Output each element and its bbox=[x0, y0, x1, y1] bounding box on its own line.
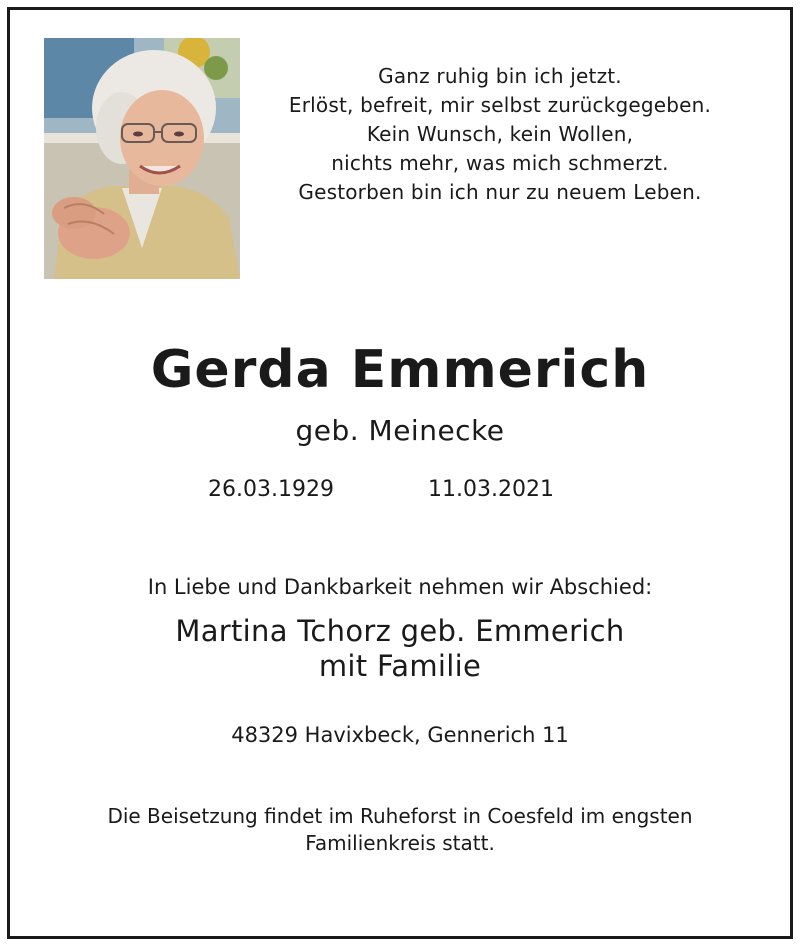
burial-note-line: Familienkreis statt. bbox=[305, 831, 495, 855]
poem-line: nichts mehr, was mich schmerzt. bbox=[331, 151, 669, 175]
burial-note bbox=[0, 803, 800, 857]
poem-line: Erlöst, befreit, mir selbst zurückgegeben. bbox=[288, 93, 712, 117]
poem-line: Kein Wunsch, kein Wollen, bbox=[366, 122, 634, 146]
portrait-illustration bbox=[44, 38, 240, 279]
poem bbox=[245, 62, 755, 207]
poem-line: Gestorben bin ich nur zu neuem Leben. bbox=[298, 180, 702, 204]
portrait-photo bbox=[44, 38, 240, 279]
mourner-name: Martina Tchorz geb. Emmerich bbox=[175, 614, 625, 648]
mourners bbox=[0, 614, 800, 684]
death-date: 11.03.2021 bbox=[428, 477, 554, 502]
address: 48329 Havixbeck, Gennerich 11 bbox=[231, 723, 569, 747]
birth-date: 26.03.1929 bbox=[208, 477, 334, 502]
maiden-name: geb. Meinecke bbox=[295, 414, 505, 447]
mourner-family: mit Familie bbox=[318, 649, 482, 683]
farewell-line: In Liebe und Dankbarkeit nehmen wir Abschied: bbox=[147, 575, 653, 599]
burial-note-line: Die Beisetzung findet im Ruheforst in Coesfeld im engsten bbox=[107, 804, 693, 828]
deceased-name: Gerda Emmerich bbox=[150, 340, 650, 400]
poem-line: Ganz ruhig bin ich jetzt. bbox=[378, 64, 622, 88]
